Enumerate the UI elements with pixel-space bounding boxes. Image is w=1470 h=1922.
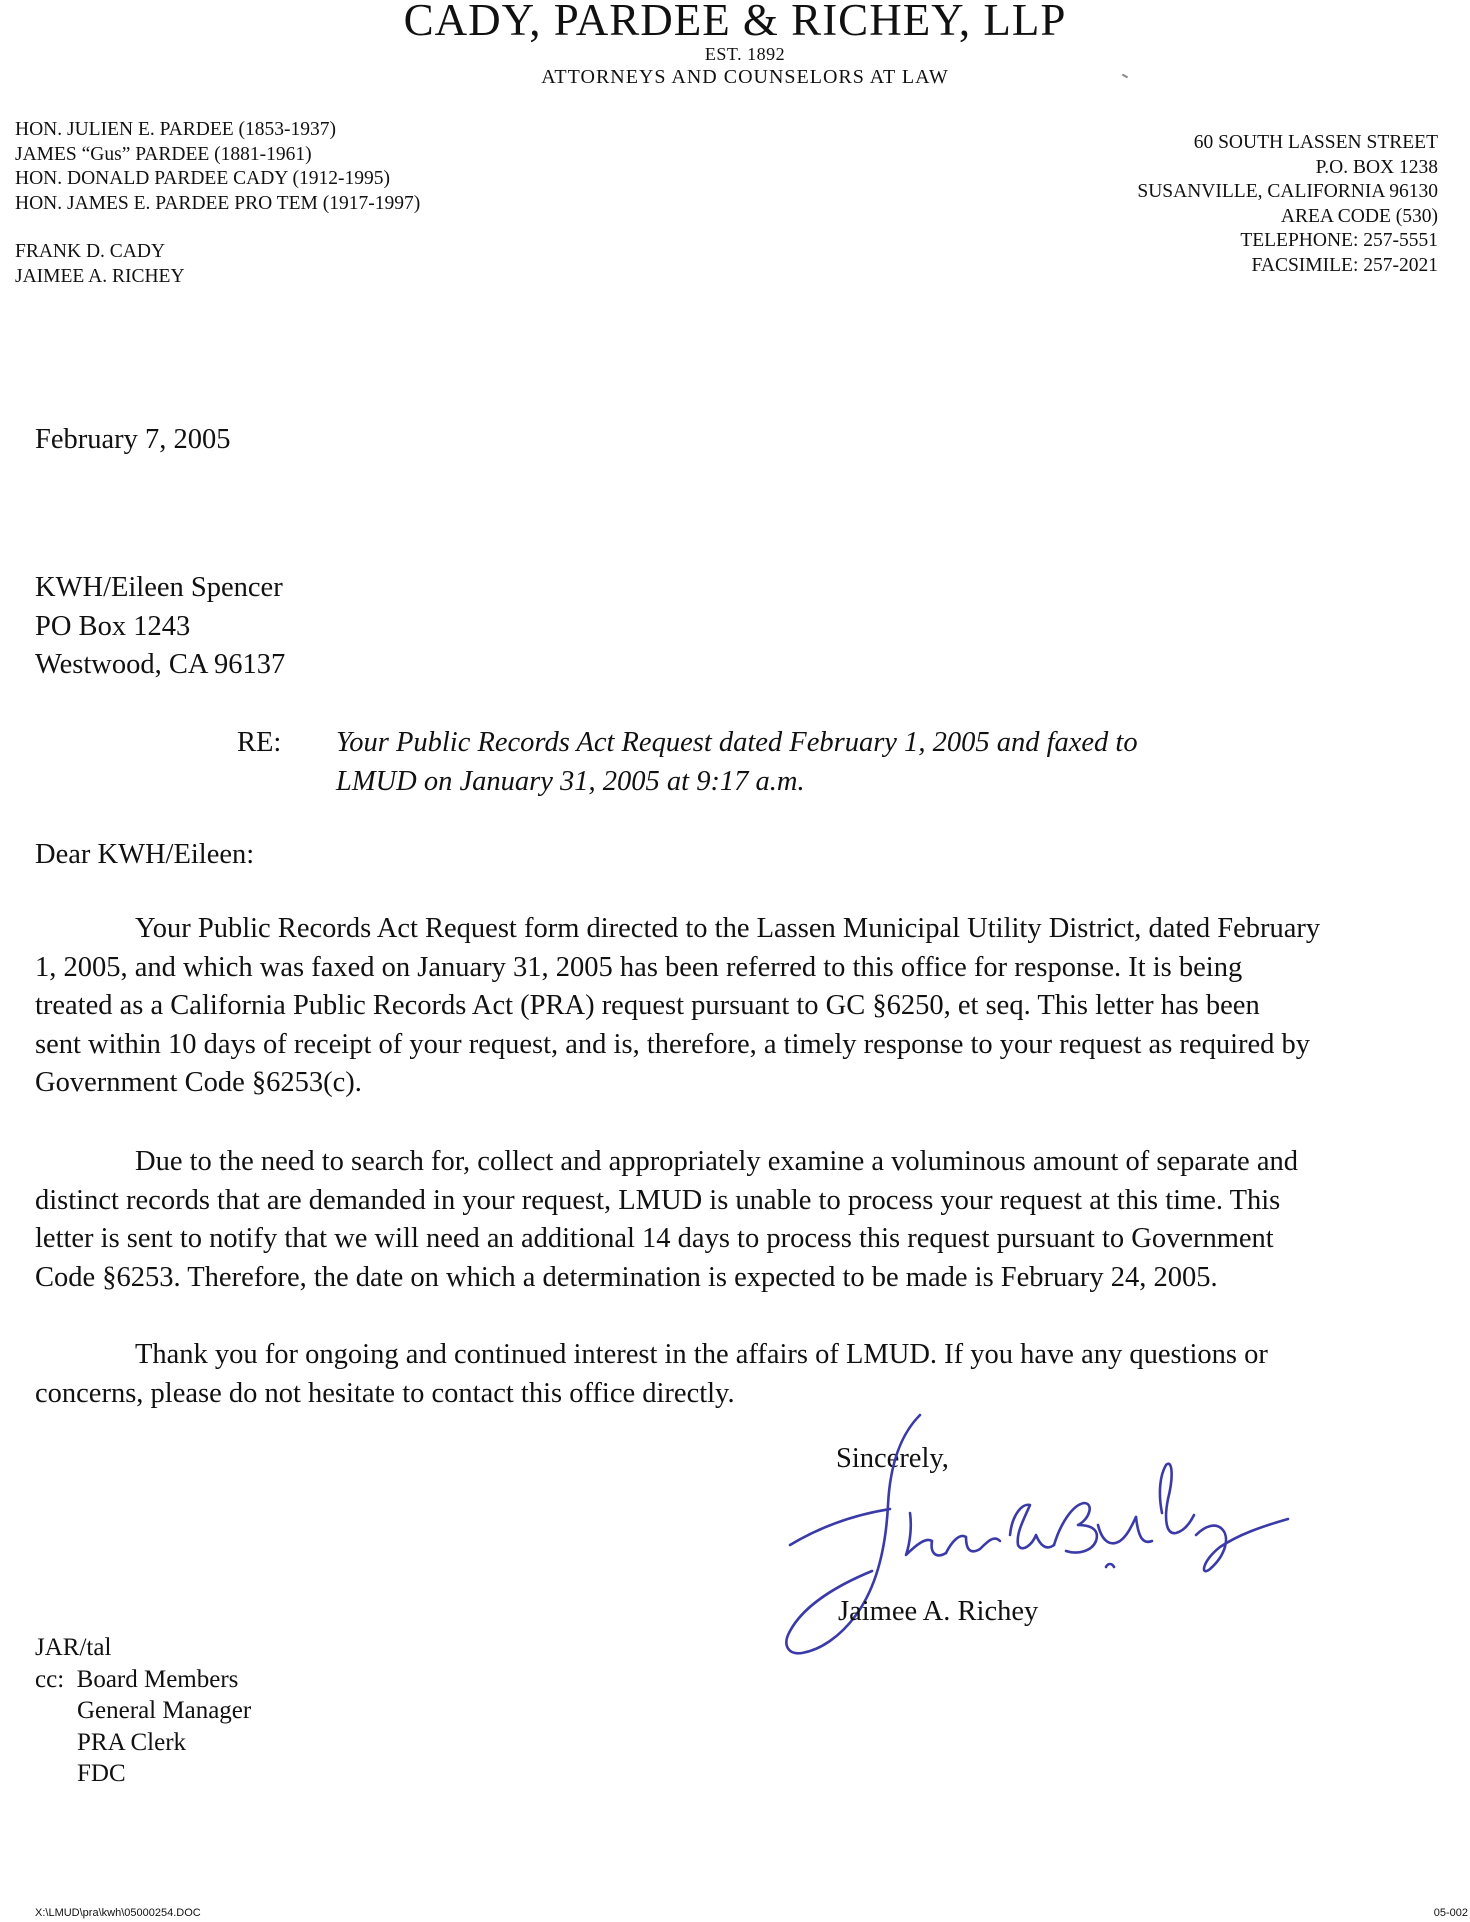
cc-recipient: PRA Clerk <box>77 1728 187 1756</box>
spacer <box>15 216 420 240</box>
paragraph-line: 1, 2005, and which was faxed on January 31, 2005 has been referred to this office for response. It is being <box>35 951 1243 983</box>
paragraph-line: Code §6253. Therefore, the date on which a determination is expected to be made is February 24, 2005. <box>35 1261 1218 1293</box>
paragraph-line: distinct records that are demanded in your request, LMUD is unable to process your request at this time. This <box>35 1184 1281 1216</box>
established-year: EST. 1892 <box>704 44 786 64</box>
paragraph-line: Your Public Records Act Request form directed to the Lassen Municipal Utility District, dated February <box>135 913 1321 944</box>
paragraph-response <box>35 910 1470 1103</box>
historic-partner: HON. JULIEN E. PARDEE (1853-1937) <box>15 119 337 140</box>
current-partner: JAIMEE A. RICHEY <box>15 265 185 287</box>
paragraph-line: treated as a California Public Records Act (PRA) request pursuant to GC §6250, et seq. This letter has been <box>35 990 1260 1021</box>
firm-address-block <box>1137 131 1438 278</box>
recipient-line: PO Box 1243 <box>35 610 191 642</box>
paragraph-line: sent within 10 days of receipt of your request, and is, therefore, a timely response to your request as required by <box>35 1028 1310 1060</box>
facsimile-line: FACSIMILE: 257-2021 <box>1251 254 1438 276</box>
address-line: 60 SOUTH LASSEN STREET <box>1193 132 1438 153</box>
telephone-line: TELEPHONE: 257-5551 <box>1240 230 1438 251</box>
historic-partner: HON. DONALD PARDEE CADY (1912-1995) <box>15 168 391 189</box>
re-label: RE: <box>237 727 282 758</box>
historic-partner: JAMES “Gus” PARDEE (1881-1961) <box>15 143 312 165</box>
paragraph-line: letter is sent to notify that we will need an additional 14 days to process this request pursuant to Government <box>35 1223 1274 1254</box>
signer-name: Jaimee A. Richey <box>838 1596 1039 1627</box>
partners-list <box>15 118 420 289</box>
document-reference: 05-002 <box>1433 1907 1468 1919</box>
cc-label: cc: <box>35 1665 65 1693</box>
document-file-path: X:\LMUD\pra\kwh\05000254.DOC <box>35 1907 201 1919</box>
letter-date: February 7, 2005 <box>35 424 231 455</box>
paragraph-line: concerns, please do not hesitate to contact this office directly. <box>35 1377 735 1409</box>
re-line: Your Public Records Act Request dated February 1, 2005 and faxed to <box>336 727 1138 758</box>
salutation: Dear KWH/Eileen: <box>35 839 255 870</box>
closing: Sincerely, <box>836 1443 949 1474</box>
recipient-line: Westwood, CA 96137 <box>35 649 286 680</box>
cc-block <box>35 1632 251 1790</box>
recipient-address <box>35 569 285 685</box>
paragraph-line: Thank you for ongoing and continued interest in the affairs of LMUD. If you have any questions or <box>135 1339 1268 1370</box>
cc-recipient: Board Members <box>76 1665 239 1693</box>
typist-initials: JAR/tal <box>35 1634 112 1661</box>
firm-name: CADY, PARDEE & RICHEY, LLP <box>403 0 1067 45</box>
historic-partner: HON. JAMES E. PARDEE PRO TEM (1917-1997) <box>15 192 421 214</box>
address-line: SUSANVILLE, CALIFORNIA 96130 <box>1137 181 1438 202</box>
paragraph-extension <box>35 1143 1470 1297</box>
cc-recipient: General Manager <box>77 1697 252 1724</box>
firm-tagline: ATTORNEYS AND COUNSELORS AT LAW <box>541 66 949 88</box>
paragraph-line: Due to the need to search for, collect and appropriately examine a voluminous amount of separate and <box>135 1146 1298 1177</box>
address-line: P.O. BOX 1238 <box>1315 156 1438 178</box>
paragraph-line: Government Code §6253(c). <box>35 1067 362 1098</box>
recipient-line: KWH/Eileen Spencer <box>35 572 283 603</box>
cc-recipient: FDC <box>77 1760 126 1787</box>
re-line: LMUD on January 31, 2005 at 9:17 a.m. <box>336 765 805 797</box>
current-partner: FRANK D. CADY <box>15 241 166 262</box>
re-subject <box>336 724 1138 801</box>
address-line: AREA CODE (530) <box>1280 205 1438 227</box>
